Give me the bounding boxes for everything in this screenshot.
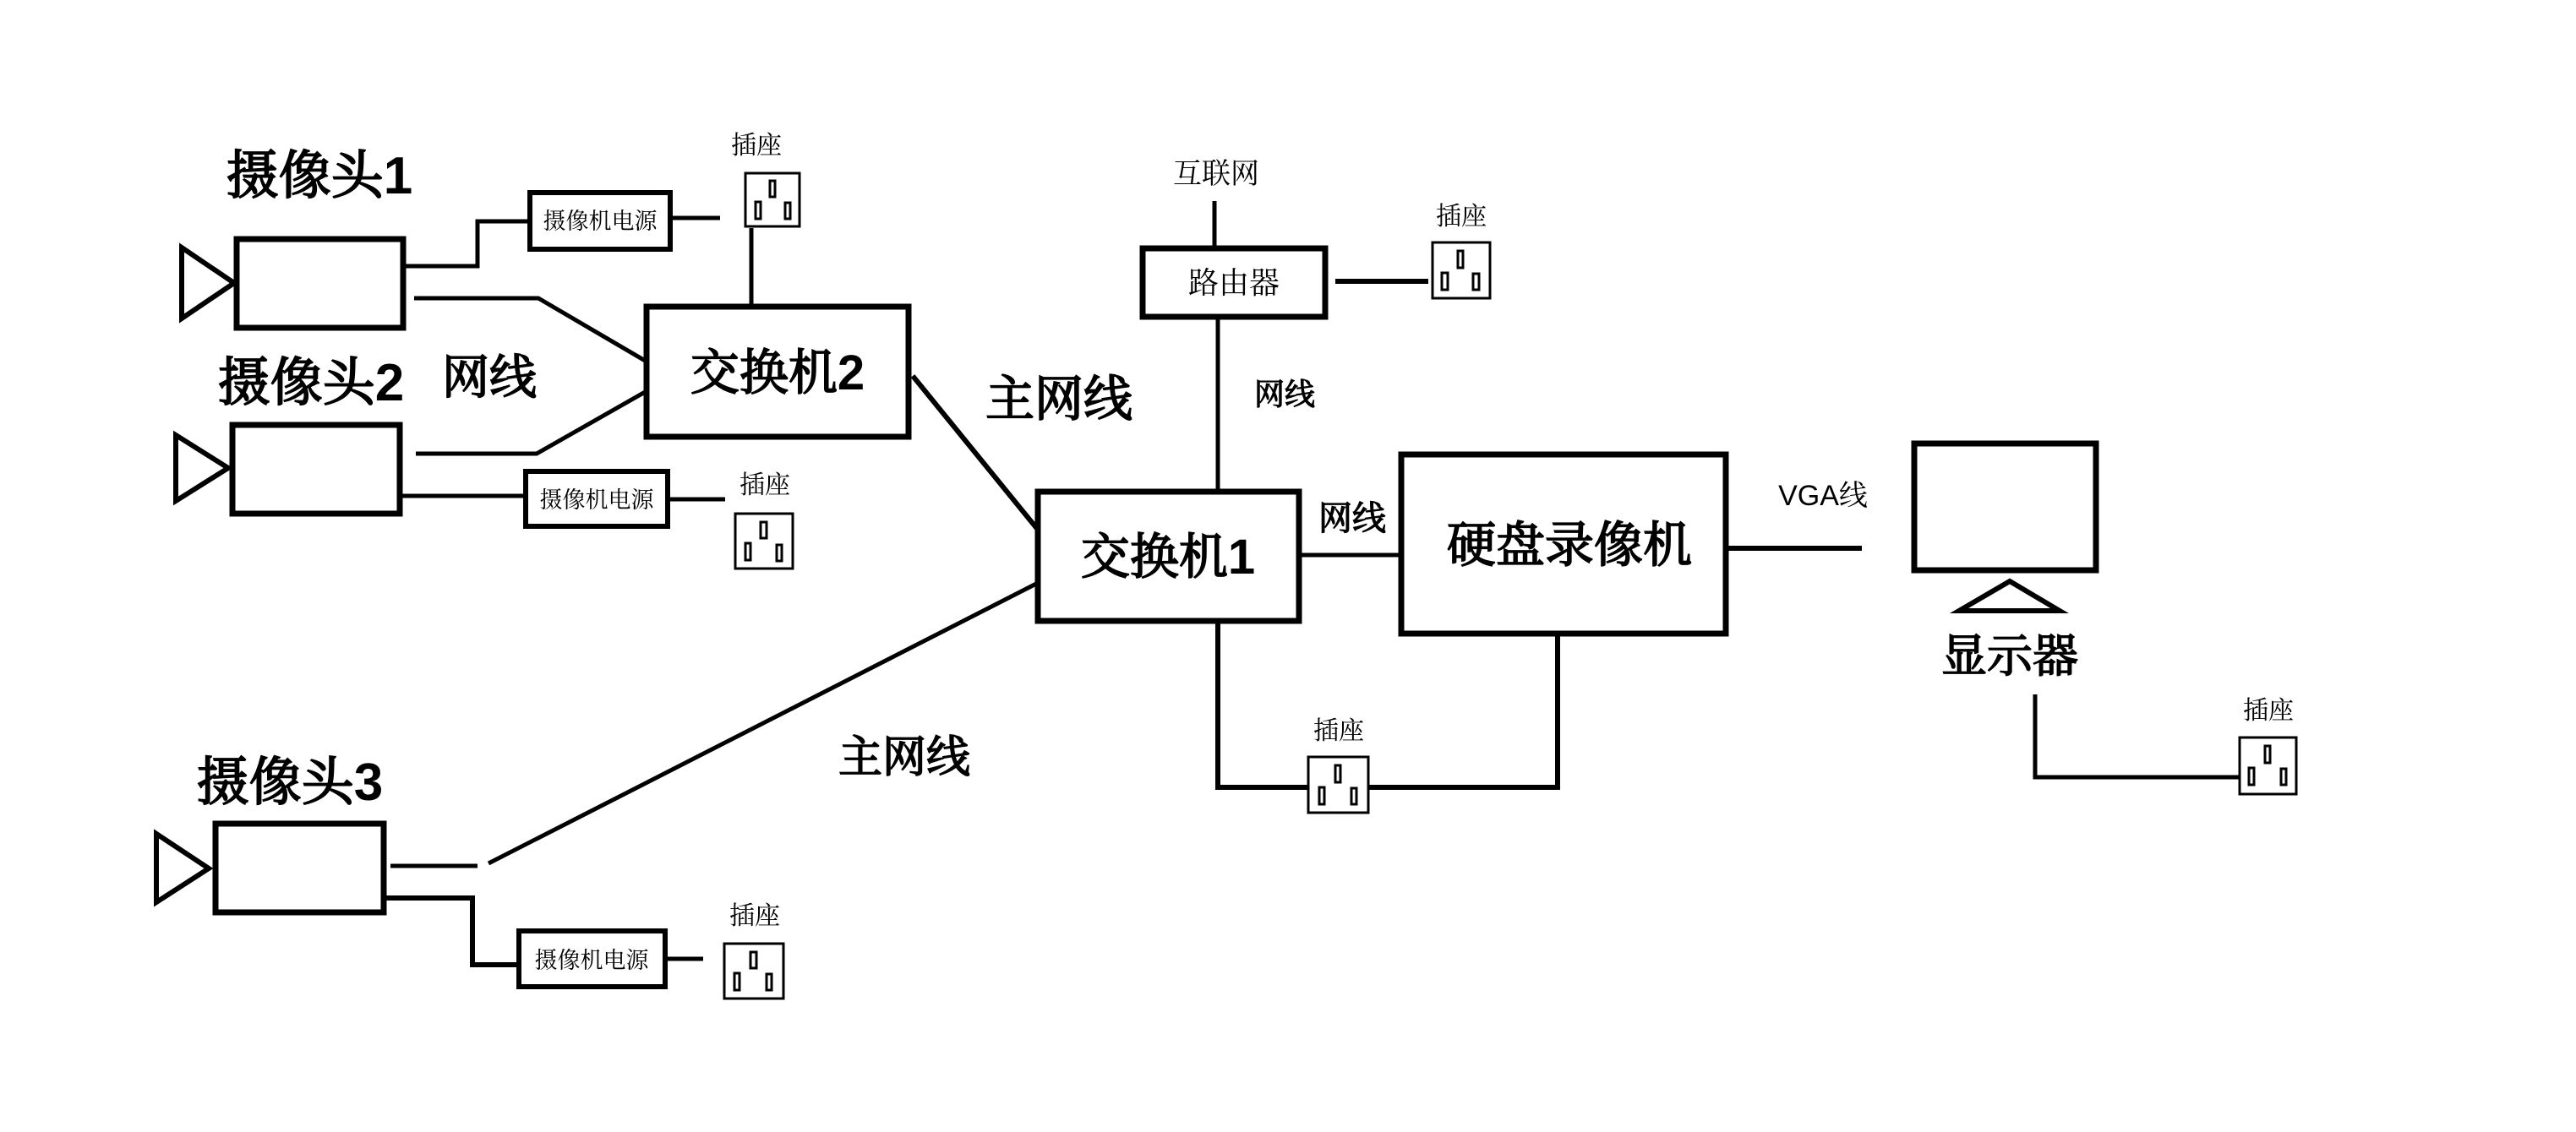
cable-label-router-switch1: 网线 bbox=[1253, 377, 1316, 411]
camera2-label: 摄像头2 bbox=[217, 354, 405, 412]
main-cable-label-upper: 主网线 bbox=[985, 372, 1133, 427]
camera3-lens-icon bbox=[156, 834, 209, 902]
monitor-box bbox=[1914, 444, 2096, 570]
dvr-label: 硬盘录像机 bbox=[1446, 518, 1693, 573]
cable-label-cameras: 网线 bbox=[442, 351, 537, 404]
switch2-label: 交换机2 bbox=[690, 346, 865, 400]
wire-camera1-power1 bbox=[403, 221, 530, 266]
wire-camera3-switch1-main bbox=[488, 583, 1038, 863]
main-cable-label-lower: 主网线 bbox=[838, 733, 971, 782]
outlet1-label: 插座 bbox=[731, 132, 782, 160]
outlet3-label: 插座 bbox=[729, 902, 780, 930]
internet-label: 互联网 bbox=[1173, 158, 1259, 190]
wire-camera3-power3 bbox=[384, 898, 519, 965]
camera3-box bbox=[216, 824, 384, 912]
outlet2-label: 插座 bbox=[740, 471, 790, 499]
outlet3-icon bbox=[724, 944, 783, 999]
outlet4-icon bbox=[1433, 242, 1490, 298]
outlet5-label: 插座 bbox=[1313, 717, 1364, 745]
wire-monitor-outlet6 bbox=[2035, 694, 2240, 777]
outlet4-label: 插座 bbox=[1436, 203, 1487, 231]
outlet5-icon bbox=[1308, 757, 1368, 813]
monitor-stand-icon bbox=[1959, 581, 2060, 611]
cable-label-switch1-dvr: 网线 bbox=[1318, 500, 1386, 537]
router-label: 路由器 bbox=[1187, 265, 1280, 300]
camera2-lens-icon bbox=[176, 435, 228, 501]
outlet6-icon bbox=[2240, 737, 2296, 794]
switch1-label: 交换机1 bbox=[1080, 530, 1256, 585]
vga-cable-label: VGA线 bbox=[1778, 480, 1868, 512]
wire-switch1-outlet5 bbox=[1218, 621, 1308, 787]
monitor-label: 显示器 bbox=[1941, 631, 2078, 682]
camera1-label: 摄像头1 bbox=[226, 147, 413, 205]
power1-label: 摄像机电源 bbox=[543, 209, 658, 234]
camera3-label: 摄像头3 bbox=[196, 754, 384, 812]
power3-label: 摄像机电源 bbox=[534, 948, 649, 973]
camera1-box bbox=[237, 239, 403, 328]
outlet2-icon bbox=[735, 514, 793, 569]
outlet6-label: 插座 bbox=[2243, 697, 2294, 725]
power2-label: 摄像机电源 bbox=[539, 487, 654, 513]
outlet1-icon bbox=[745, 173, 800, 226]
camera1-lens-icon bbox=[182, 248, 234, 318]
camera2-box bbox=[232, 425, 400, 514]
wire-dvr-outlet5 bbox=[1368, 634, 1558, 787]
